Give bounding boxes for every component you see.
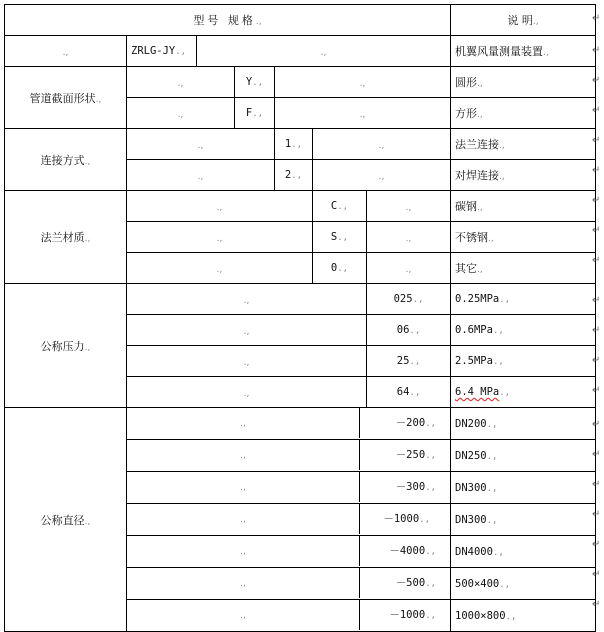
pad-cell: ., －4000., — [127, 536, 451, 568]
desc-cell: 0.25MPa., — [451, 284, 596, 315]
pad-cell: ., －300., — [127, 472, 451, 504]
code-cell: 25., — [367, 346, 451, 377]
code-cell: 2., — [275, 160, 313, 191]
model-row — [5, 36, 596, 67]
desc-cell: 圆形., — [451, 67, 596, 98]
desc-cell: 对焊连接., — [451, 160, 596, 191]
return-mark: ↵ — [592, 105, 601, 116]
return-mark: ↵ — [592, 165, 601, 176]
desc-cell: DN300., — [451, 504, 596, 536]
return-mark: ↵ — [592, 355, 601, 366]
return-mark: ↵ — [592, 509, 601, 520]
document-page — [4, 4, 596, 632]
pad-cell: ., －500., — [127, 568, 451, 600]
table-row — [5, 191, 596, 222]
return-mark: ↵ — [592, 45, 601, 56]
table-row — [5, 284, 596, 315]
desc-cell: 0.6MPa., — [451, 315, 596, 346]
code-cell: 0., — [313, 253, 367, 284]
desc-cell: 6.4 MPa., — [451, 377, 596, 408]
code-cell: Y., — [235, 67, 275, 98]
header-row — [5, 5, 596, 36]
table-row — [5, 129, 596, 160]
desc-cell: 1000×800., — [451, 600, 596, 632]
code-cell: 64., — [367, 377, 451, 408]
pad-cell: ., — [275, 98, 451, 129]
desc-cell: 其它., — [451, 253, 596, 284]
model-blank-cell: ., — [197, 36, 451, 67]
pad-cell: ., — [127, 346, 367, 377]
pad-cell: ., — [313, 160, 451, 191]
return-mark: ↵ — [592, 13, 601, 24]
code-cell: F., — [235, 98, 275, 129]
code-cell: 025., — [367, 284, 451, 315]
desc-cell: 法兰连接., — [451, 129, 596, 160]
code-cell: 1., — [275, 129, 313, 160]
return-mark: ↵ — [592, 385, 601, 396]
pad-cell: ., — [127, 160, 275, 191]
return-mark: ↵ — [592, 419, 601, 430]
pad-cell: ., — [275, 67, 451, 98]
pad-cell: ., — [367, 222, 451, 253]
desc-cell: DN4000., — [451, 536, 596, 568]
return-mark: ↵ — [592, 479, 601, 490]
pad-cell: ., — [127, 284, 367, 315]
table-row — [5, 67, 596, 98]
desc-cell: 2.5MPa., — [451, 346, 596, 377]
group-label: 管道截面形状., — [5, 67, 127, 129]
desc-cell: DN200., — [451, 408, 596, 440]
pad-cell: ., －200., — [127, 408, 451, 440]
spec-table — [4, 4, 596, 632]
return-mark: ↵ — [592, 195, 601, 206]
return-mark: ↵ — [592, 449, 601, 460]
model-desc-cell: 机翼风量测量装置., — [451, 36, 596, 67]
pad-cell: ., — [367, 191, 451, 222]
pad-cell: ., — [127, 253, 313, 284]
return-mark: ↵ — [592, 135, 601, 146]
return-mark: ↵ — [592, 569, 601, 580]
group-label: 公称压力., — [5, 284, 127, 408]
pad-cell: ., — [127, 222, 313, 253]
return-mark: ↵ — [592, 225, 601, 236]
pad-cell: ., — [127, 377, 367, 408]
return-mark: ↵ — [592, 539, 601, 550]
model-empty-cell: ., — [5, 36, 127, 67]
pad-cell: ., — [127, 67, 235, 98]
desc-cell: 不锈钢., — [451, 222, 596, 253]
return-mark: ↵ — [592, 295, 601, 306]
description-header: 说 明., — [451, 5, 596, 36]
pad-cell: ., — [127, 98, 235, 129]
return-mark: ↵ — [592, 599, 601, 610]
code-cell: C., — [313, 191, 367, 222]
desc-cell: 500×400., — [451, 568, 596, 600]
pad-cell: ., — [313, 129, 451, 160]
pad-cell: ., — [127, 129, 275, 160]
return-mark: ↵ — [592, 325, 601, 336]
desc-cell: 碳钢., — [451, 191, 596, 222]
desc-cell: 方形., — [451, 98, 596, 129]
group-label: 公称直径., — [5, 408, 127, 632]
group-label: 法兰材质., — [5, 191, 127, 284]
code-cell: S., — [313, 222, 367, 253]
group-label: 连接方式., — [5, 129, 127, 191]
pad-cell: ., — [127, 315, 367, 346]
pad-cell: ., －1000., — [127, 600, 451, 632]
return-mark: ↵ — [592, 255, 601, 266]
spec-header: 型号 规格., — [5, 5, 451, 36]
code-cell: 06., — [367, 315, 451, 346]
pad-cell: ., — [367, 253, 451, 284]
pad-cell: ., －250., — [127, 440, 451, 472]
table-row — [5, 408, 596, 440]
return-mark: ↵ — [592, 75, 601, 86]
model-code-cell: ZRLG-JY., — [127, 36, 197, 67]
desc-cell: DN300., — [451, 472, 596, 504]
pad-cell: ., — [127, 191, 313, 222]
desc-cell: DN250., — [451, 440, 596, 472]
pad-cell: ., －1000., — [127, 504, 451, 536]
